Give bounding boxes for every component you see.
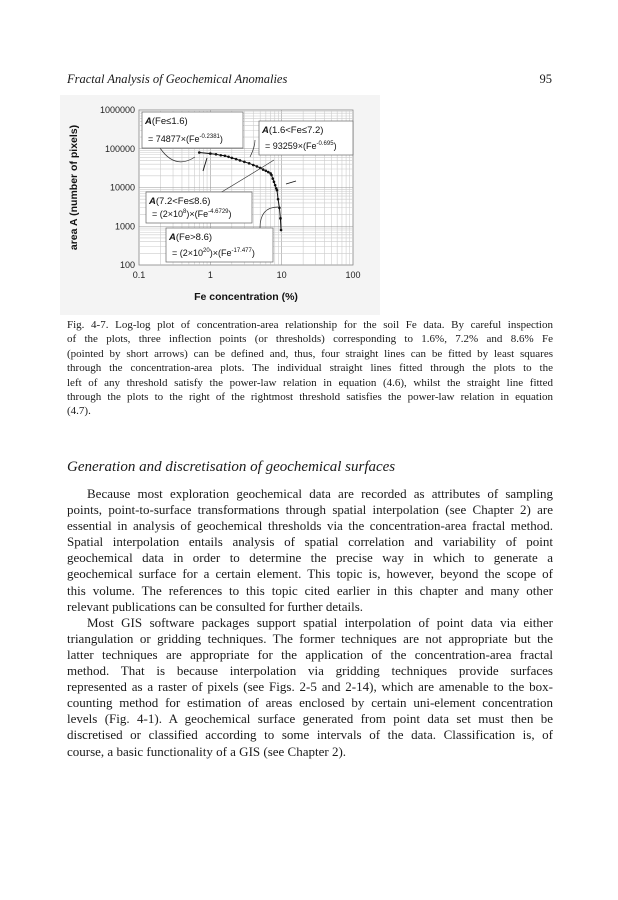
equation-part: -0.2381 — [199, 134, 220, 140]
data-point — [278, 206, 281, 209]
x-tick-label: 100 — [345, 270, 361, 280]
y-tick-label: 1000 — [114, 221, 135, 232]
y-tick-label: 10000 — [109, 182, 135, 193]
equation-part: = 74877×(Fe — [148, 134, 200, 144]
area-symbol: A — [169, 232, 176, 243]
text-line: through the concentration-area plots. The individual straight lines fitted through the plots to the — [67, 362, 553, 375]
annotation-title — [168, 232, 212, 243]
paragraph — [67, 615, 553, 760]
annotation-range: (Fe≤1.6) — [151, 116, 188, 127]
text-line: Fig. 4-7. Log-log plot of concentration-area relationship for the soil Fe data. By careful inspection — [67, 319, 553, 331]
text-line: levels (Fig. 4-1). A geochemical surface generated from point data set must then be — [67, 711, 553, 727]
data-point — [273, 181, 276, 184]
equation-paren: ) — [228, 209, 232, 219]
equation-paren: ) — [251, 248, 255, 258]
loglog-chart — [60, 95, 380, 315]
text-line: of the plots, three inflection points (or thresholds) corresponding to 1.6%, 7.2% and 8.6% Fe — [67, 333, 553, 346]
equation-part: = (2×10 — [172, 248, 204, 258]
equation-part: -0.695 — [316, 141, 334, 147]
annotation-range: (Fe>8.6) — [175, 232, 213, 243]
running-title: Fractal Analysis of Geochemical Anomalies — [67, 72, 288, 86]
data-point — [224, 154, 227, 157]
area-symbol: A — [149, 196, 156, 207]
equation-part: 20 — [203, 248, 210, 254]
text-line: essential in analysis of geochemical thresholds via the concentration-area fractal method. — [67, 518, 553, 534]
text-line: left of any threshold satisfy the power-law relation in equation (4.6), whilst the straight line fitted — [67, 376, 553, 389]
data-point — [227, 155, 230, 158]
area-symbol: A — [145, 116, 152, 127]
equation-part: -17.477 — [231, 248, 252, 254]
data-point — [280, 229, 283, 232]
equation-part: )×(Fe — [209, 248, 232, 258]
figure-4-7 — [60, 95, 380, 315]
data-point — [235, 158, 238, 161]
text-line: method. That is because interpolation via gridding techniques provide surfaces — [67, 663, 553, 679]
data-point — [256, 165, 259, 168]
area-symbol: A — [262, 125, 269, 136]
text-line: Spatial interpolation entails analysis of spatial correlation and variability of point — [67, 534, 553, 550]
data-point — [243, 161, 246, 164]
data-point — [198, 151, 201, 154]
text-line: relevant publications can be consulted for further details. — [67, 598, 364, 614]
equation-paren: ) — [219, 134, 223, 144]
data-point — [252, 164, 255, 167]
annotation-title — [261, 125, 323, 136]
data-point — [262, 168, 265, 171]
text-line: Most GIS software packages support spatial interpolation of point data via either — [87, 614, 553, 630]
x-tick-label: 1 — [207, 270, 213, 280]
text-line: points, point-to-surface transformations through spatial interpolation (see Chapter 2) are — [67, 502, 553, 518]
equation-part: )×(Fe — [186, 209, 209, 219]
x-tick-label: 10 — [276, 270, 287, 280]
data-point — [279, 217, 282, 220]
equation-part: = 93259×(Fe — [265, 141, 317, 151]
page-number: 95 — [539, 72, 552, 86]
text-line: Because most exploration geochemical data are recorded as attributes of sampling — [87, 486, 553, 501]
x-axis-label: Fe concentration (%) — [194, 291, 298, 303]
text-line: course, a basic functionality of a GIS (see Chapter 2). — [67, 743, 347, 759]
text-line: represented as a raster of pixels (see Figs. 2-5 and 2-14), which are amenable to the box- — [67, 679, 553, 695]
y-axis-label: area A (number of pixels) — [68, 124, 80, 251]
text-line: this volume. The references to this topic cited earlier in this chapter and many other — [67, 582, 553, 598]
paragraph — [67, 486, 553, 615]
body-text — [67, 486, 553, 760]
data-point — [274, 184, 277, 187]
annotation-range: (7.2<Fe≤8.6) — [155, 196, 211, 207]
annotation-title — [144, 116, 188, 127]
equation-part: = (2×10 — [152, 209, 184, 219]
annotation-range: (1.6<Fe≤7.2) — [268, 125, 324, 136]
y-tick-label: 1000000 — [99, 105, 135, 115]
annotation-title — [148, 196, 210, 207]
data-point — [277, 198, 280, 201]
equation-part: 8 — [183, 209, 187, 215]
y-tick-label: 100 — [119, 260, 135, 270]
data-point — [219, 154, 222, 157]
data-point — [248, 162, 251, 165]
figure-caption — [67, 318, 553, 419]
data-point — [265, 169, 268, 172]
data-point — [239, 159, 242, 162]
x-tick-label: 0.1 — [132, 270, 146, 280]
equation-part: -4.6729 — [208, 209, 229, 215]
text-line: latter techniques are appropriate for the application of the concentration-area fractal — [67, 646, 553, 662]
text-line: geochemical data in order to determine the precise way in which to generate a — [67, 550, 553, 566]
text-line: geochemical surface for a certain element. This topic is, however, beyond the scope of — [67, 566, 553, 582]
y-tick-label: 100000 — [104, 143, 135, 154]
data-point — [231, 157, 234, 160]
text-line: through the plots to the right of the rightmost threshold satisfies the power-law relation in equation — [67, 391, 553, 404]
data-point — [276, 189, 279, 192]
section-title: Generation and discretisation of geochemical surfaces — [67, 459, 396, 475]
text-line: (pointed by short arrows) can be defined and, thus, four straight lines can be fitted by least squares — [67, 347, 553, 360]
text-line: counting method for estimation of areas enclosed by certain uni-element concentration — [67, 695, 553, 711]
data-point — [267, 171, 270, 174]
text-line: (4.7). — [67, 405, 91, 418]
data-point — [271, 177, 274, 180]
equation-paren: ) — [333, 141, 337, 151]
text-line: discretised or classified according to some intervals of the data. Classification is, of — [67, 727, 553, 743]
data-point — [209, 152, 212, 155]
text-line: triangulation or gridding techniques. The former techniques are not appropriate but the — [67, 630, 553, 646]
data-point — [215, 153, 218, 156]
data-point — [270, 174, 273, 177]
